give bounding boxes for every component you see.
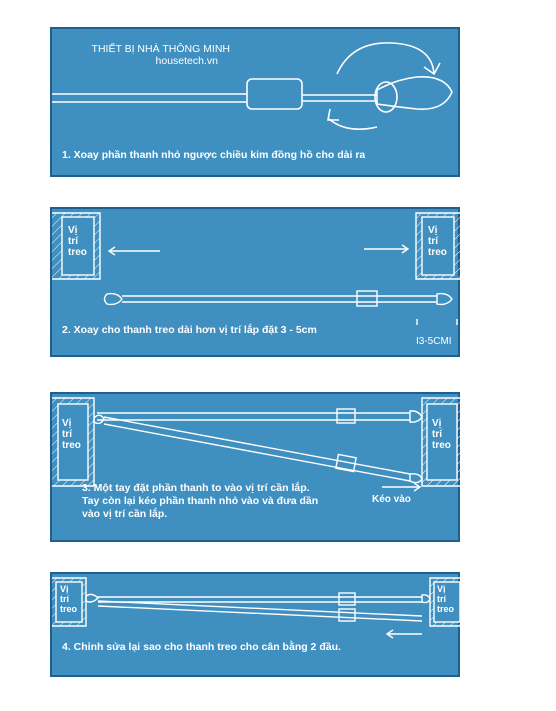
step-2-caption: 2. Xoay cho thanh treo dài hơn vị trí lắp đặt 3 - 5cm: [62, 324, 317, 336]
left-mount-label: [68, 225, 87, 258]
step-3-caption: 3. Một tay đặt phần thanh to vào vị trí cần lắp. Tay còn lại kéo phần thanh nhỏ vào và đưa dần vào vị trí cần lắp.: [82, 482, 319, 520]
right-mount-label-line2: trí: [428, 236, 438, 247]
left-mount-label-3-line2: trí: [62, 429, 72, 440]
step-2-panel: [50, 207, 460, 357]
right-mount-label-3: [432, 418, 451, 451]
brand-block: [60, 43, 230, 67]
right-mount-label-line3: treo: [428, 247, 447, 258]
right-mount-label-line1: Vị: [428, 225, 438, 236]
left-mount-label-line1: Vị: [68, 225, 78, 236]
right-mount-label: [428, 225, 447, 258]
left-mount-label-4-line3: treo: [60, 604, 78, 614]
right-mount-label-4-line1: Vị: [437, 584, 446, 594]
right-mount-label-3-line3: treo: [432, 440, 451, 451]
pull-label: Kéo vào: [372, 494, 411, 505]
rod-balance-illustration: [52, 574, 462, 679]
step-4-caption: 4. Chỉnh sửa lại sao cho thanh treo cho cân bằng 2 đầu.: [62, 641, 341, 653]
right-mount-label-4-line3: treo: [437, 604, 455, 614]
right-mount-label-4: [437, 584, 454, 614]
right-mount-label-4-line2: trí: [437, 594, 446, 604]
right-mount-label-3-line1: Vị: [432, 418, 442, 429]
brand-site: housetech.vn: [155, 55, 218, 67]
left-mount-label-4-line2: trí: [60, 594, 69, 604]
step-3-panel: [50, 392, 460, 542]
left-mount-label-line2: trí: [68, 236, 78, 247]
left-mount-label-line3: treo: [68, 247, 87, 258]
step-1-caption: 1. Xoay phần thanh nhỏ ngược chiều kim đồng hồ cho dài ra: [62, 149, 366, 161]
step-1-panel: [50, 27, 460, 177]
left-mount-label-3: [62, 418, 81, 451]
rod-insert-illustration: [52, 394, 462, 544]
measure-label: I3-5CMI: [416, 336, 452, 347]
brand-name: THIẾT BỊ NHÀ THÔNG MINH: [91, 43, 230, 55]
step-4-panel: [50, 572, 460, 677]
left-mount-label-3-line1: Vị: [62, 418, 72, 429]
left-mount-label-4-line1: Vị: [60, 584, 69, 594]
right-mount-label-3-line2: trí: [432, 429, 442, 440]
left-mount-label-4: [60, 584, 77, 614]
left-mount-label-3-line3: treo: [62, 440, 81, 451]
